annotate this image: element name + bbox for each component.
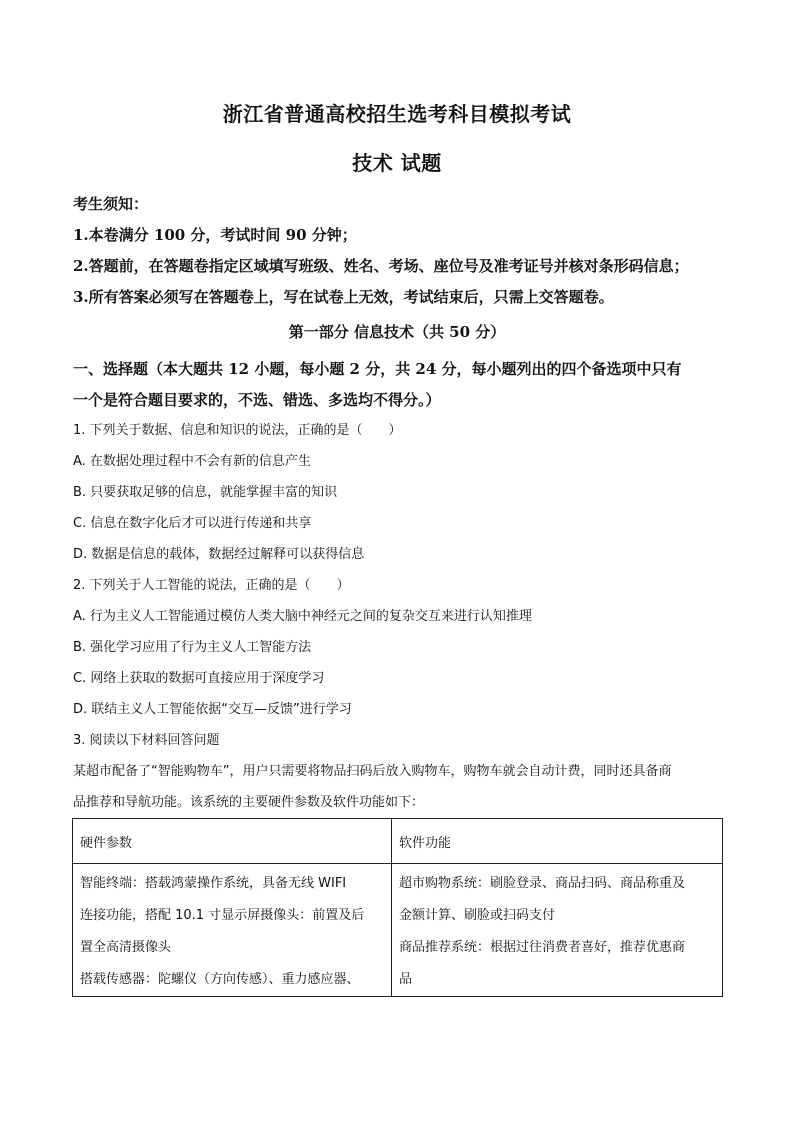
q1-option-c: C. 信息在数字化后才可以进行传递和共享 bbox=[73, 516, 312, 531]
q1-stem: 1. 下列关于数据、信息和知识的说法，正确的是（ ） bbox=[73, 423, 402, 438]
q2-option-c: C. 网络上获取的数据可直接应用于深度学习 bbox=[73, 671, 325, 686]
notice-item-2: 2.答题前，在答题卷指定区域填写班级、姓名、考场、座位号及准考证号并核对条形码信息； bbox=[73, 257, 689, 275]
hardware-software-table bbox=[72, 818, 723, 997]
q2-option-b: B. 强化学习应用了行为主义人工智能方法 bbox=[73, 640, 312, 655]
table-header-hardware: 硬件参数 bbox=[73, 819, 392, 864]
q1-option-a: A. 在数据处理过程中不会有新的信息产生 bbox=[73, 454, 311, 469]
q2-option-d: D. 联结主义人工智能依据“交互—反馈”进行学习 bbox=[73, 702, 352, 717]
q1-option-b: B. 只要获取足够的信息，就能掌握丰富的知识 bbox=[73, 485, 338, 500]
software-line: 品 bbox=[399, 972, 413, 987]
exam-title: 浙江省普通高校招生选考科目模拟考试 bbox=[222, 102, 572, 126]
exam-subtitle: 技术 试题 bbox=[352, 151, 442, 175]
software-line: 金额计算、刷脸或扫码支付 bbox=[399, 908, 556, 923]
notice-item-3: 3.所有答案必须写在答题卷上，写在试卷上无效，考试结束后，只需上交答题卷。 bbox=[73, 288, 614, 306]
q3-stem: 3. 阅读以下材料回答问题 bbox=[73, 733, 220, 748]
table-row bbox=[73, 864, 723, 997]
software-functions-cell bbox=[392, 864, 723, 997]
q1-option-d: D. 数据是信息的载体，数据经过解释可以获得信息 bbox=[73, 547, 365, 562]
section1-instructions-line2: 一个是符合题目要求的，不选、错选、多选均不得分。） bbox=[73, 391, 441, 409]
notice-heading: 考生须知： bbox=[73, 195, 149, 213]
q3-paragraph-line1: 某超市配备了“智能购物车”，用户只需要将物品扫码后放入购物车，购物车就会自动计费，同时还具备商 bbox=[73, 764, 672, 779]
part1-heading: 第一部分 信息技术（共 50 分） bbox=[288, 323, 506, 341]
hardware-line: 智能终端：搭载鸿蒙操作系统，具备无线 WIFI bbox=[80, 876, 347, 891]
q2-option-a: A. 行为主义人工智能通过模仿人类大脑中神经元之间的复杂交互来进行认知推理 bbox=[73, 609, 532, 624]
table-header-row bbox=[73, 819, 723, 864]
software-line: 商品推荐系统：根据过往消费者喜好，推荐优惠商 bbox=[399, 940, 686, 955]
hardware-params-cell bbox=[73, 864, 392, 997]
hardware-line: 搭载传感器：陀螺仪（方向传感）、重力感应器、 bbox=[80, 972, 360, 987]
hardware-line: 连接功能，搭配 10.1 寸显示屏摄像头：前置及后 bbox=[80, 908, 365, 923]
software-line: 超市购物系统：刷脸登录、商品扫码、商品称重及 bbox=[399, 876, 686, 891]
section1-instructions-line1: 一、选择题（本大题共 12 小题，每小题 2 分，共 24 分，每小题列出的四个备选项中只有 bbox=[73, 360, 682, 378]
table-header-software: 软件功能 bbox=[392, 819, 723, 864]
hardware-line: 置全高清摄像头 bbox=[80, 940, 172, 955]
q3-paragraph-line2: 品推荐和导航功能。该系统的主要硬件参数及软件功能如下： bbox=[73, 795, 425, 810]
notice-item-1: 1.本卷满分 100 分，考试时间 90 分钟； bbox=[73, 226, 357, 244]
q2-stem: 2. 下列关于人工智能的说法，正确的是（ ） bbox=[73, 578, 350, 593]
